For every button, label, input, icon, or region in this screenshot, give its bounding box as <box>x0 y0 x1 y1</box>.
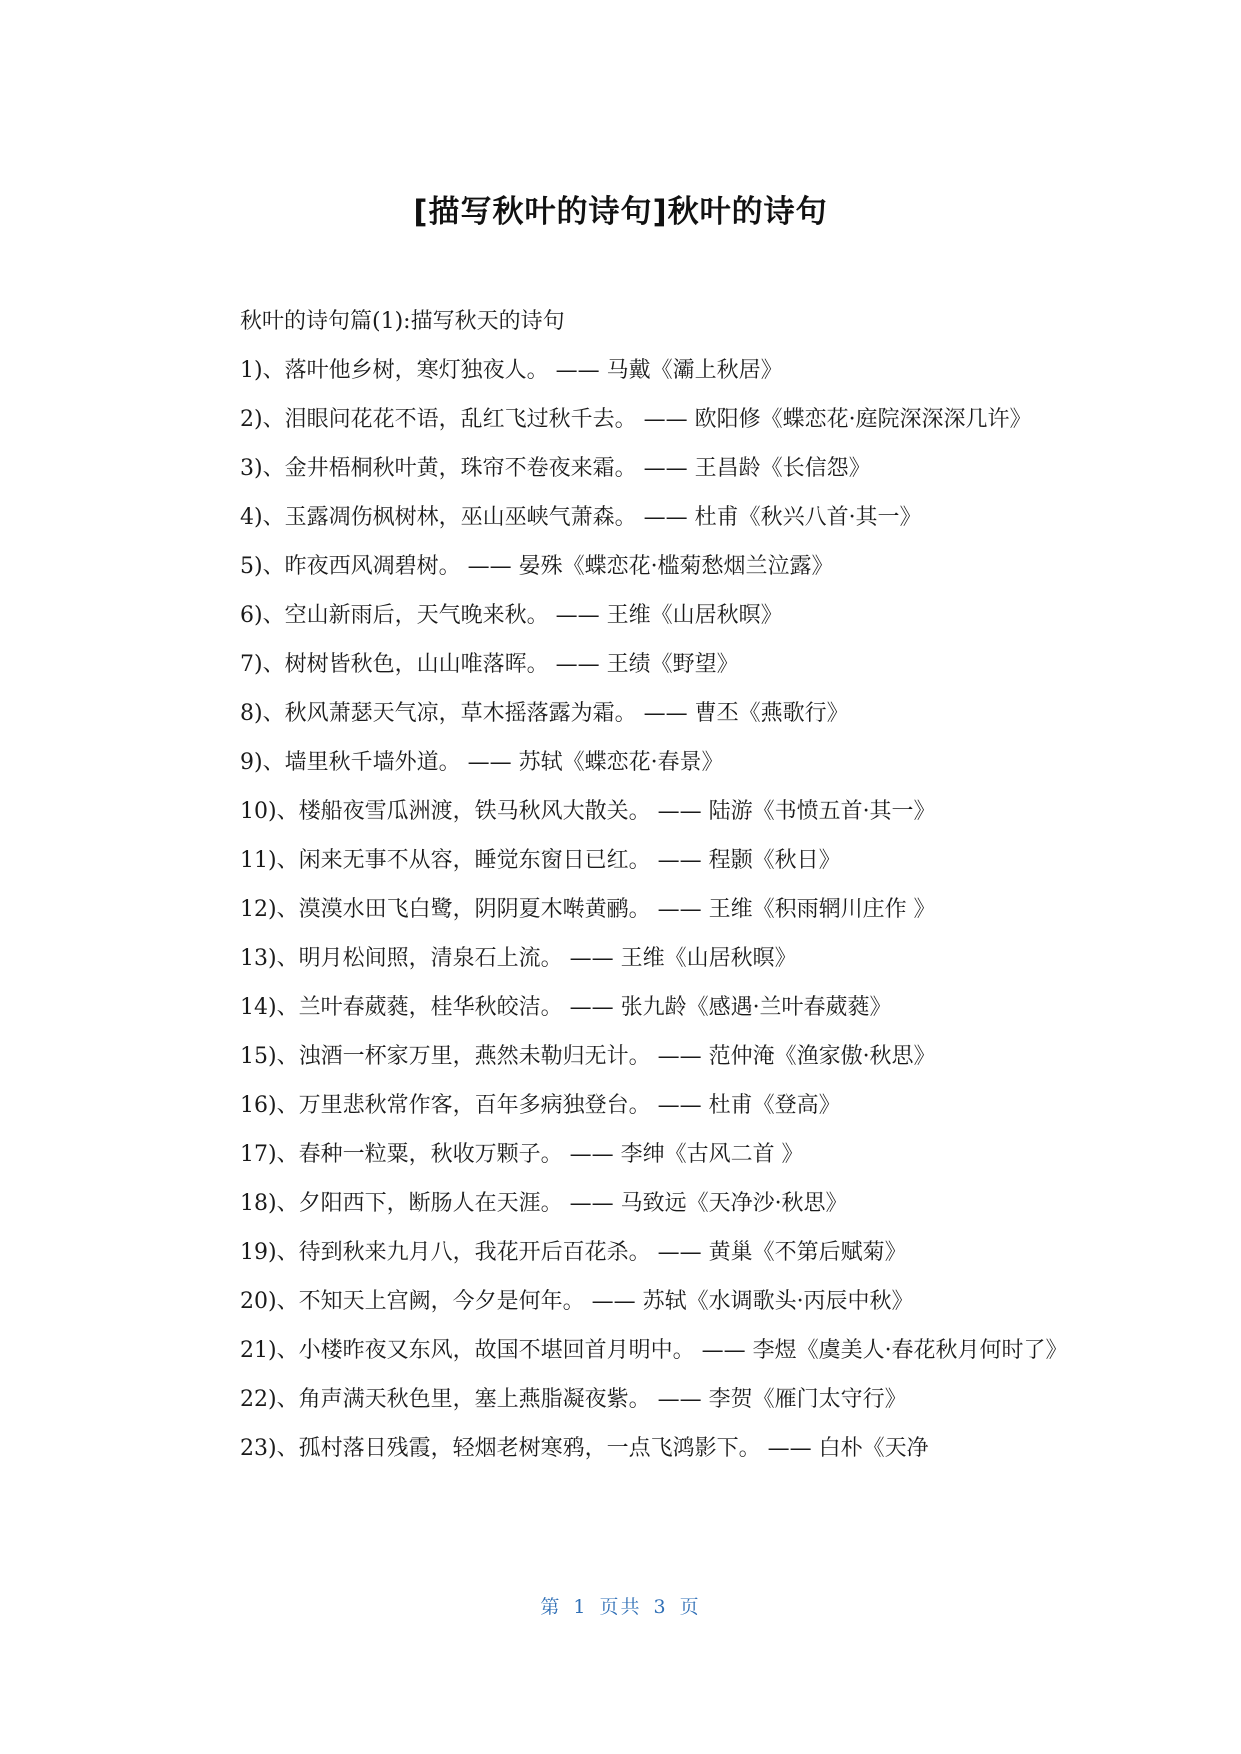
poem-line: 3)、金井梧桐秋叶黄，珠帘不卷夜来霜。 —— 王昌龄《长信怨》 <box>240 456 871 481</box>
document-body <box>188 297 1068 1473</box>
footer-current-page: 1 <box>573 1596 588 1618</box>
poem-line: 2)、泪眼问花花不语，乱红飞过秋千去。 —— 欧阳修《蝶恋花·庭院深深深几许》 <box>240 407 1032 432</box>
poem-line: 17)、春种一粒粟，秋收万颗子。 —— 李绅《古风二首 》 <box>240 1142 804 1167</box>
poem-line: 16)、万里悲秋常作客，百年多病独登台。 —— 杜甫《登高》 <box>240 1093 841 1118</box>
poem-line: 18)、夕阳西下，断肠人在天涯。 —— 马致远《天净沙·秋思》 <box>240 1191 848 1216</box>
footer-label-page: 第 <box>540 1596 562 1618</box>
poem-line: 13)、明月松间照，清泉石上流。 —— 王维《山居秋暝》 <box>240 946 797 971</box>
poem-line: 4)、玉露凋伤枫树林，巫山巫峡气萧森。 —— 杜甫《秋兴八首·其一》 <box>240 505 922 530</box>
poem-line: 6)、空山新雨后，天气晚来秋。 —— 王维《山居秋暝》 <box>240 603 783 628</box>
footer-label-end: 页 <box>679 1596 701 1618</box>
poem-line: 15)、浊酒一杯家万里，燕然未勒归无计。 —— 范仲淹《渔家傲·秋思》 <box>240 1044 936 1069</box>
poem-line: 19)、待到秋来九月八，我花开后百花杀。 —— 黄巢《不第后赋菊》 <box>240 1240 907 1265</box>
poem-line: 11)、闲来无事不从容，睡觉东窗日已红。 —— 程颢《秋日》 <box>240 848 841 873</box>
footer-label-of: 页共 <box>599 1596 642 1618</box>
poem-line: 10)、楼船夜雪瓜洲渡，铁马秋风大散关。 —— 陆游《书愤五首·其一》 <box>240 799 936 824</box>
poem-line: 12)、漠漠水田飞白鹭，阴阴夏木啭黄鹂。 —— 王维《积雨辋川庄作 》 <box>240 897 936 922</box>
poem-line: 9)、墙里秋千墙外道。 —— 苏轼《蝶恋花·春景》 <box>240 750 724 775</box>
poem-line: 8)、秋风萧瑟天气凉，草木摇落露为霜。 —— 曹丕《燕歌行》 <box>240 701 849 726</box>
poem-line: 23)、孤村落日残霞，轻烟老树寒鸦，一点飞鸿影下。 —— 白朴《天净 <box>240 1436 929 1461</box>
poem-line: 7)、树树皆秋色，山山唯落晖。 —— 王绩《野望》 <box>240 652 739 677</box>
footer-total-pages: 3 <box>653 1596 668 1618</box>
page-title: [描写秋叶的诗句]秋叶的诗句 <box>413 194 828 230</box>
poem-line: 14)、兰叶春葳蕤，桂华秋皎洁。 —— 张九龄《感遇·兰叶春葳蕤》 <box>240 995 892 1020</box>
poem-line: 20)、不知天上宫阙，今夕是何年。 —— 苏轼《水调歌头·丙辰中秋》 <box>240 1289 914 1314</box>
poem-line: 22)、角声满天秋色里，塞上燕脂凝夜紫。 —— 李贺《雁门太守行》 <box>240 1387 907 1412</box>
poem-line: 5)、昨夜西风凋碧树。 —— 晏殊《蝶恋花·槛菊愁烟兰泣露》 <box>240 554 834 579</box>
section-heading: 秋叶的诗句篇(1):描写秋天的诗句 <box>240 309 565 334</box>
poem-line: 21)、小楼昨夜又东风，故国不堪回首月明中。 —— 李煜《虞美人·春花秋月何时了》 <box>240 1338 1068 1363</box>
poem-line: 1)、落叶他乡树，寒灯独夜人。 —— 马戴《灞上秋居》 <box>240 358 783 383</box>
page-footer <box>0 1592 1241 1619</box>
